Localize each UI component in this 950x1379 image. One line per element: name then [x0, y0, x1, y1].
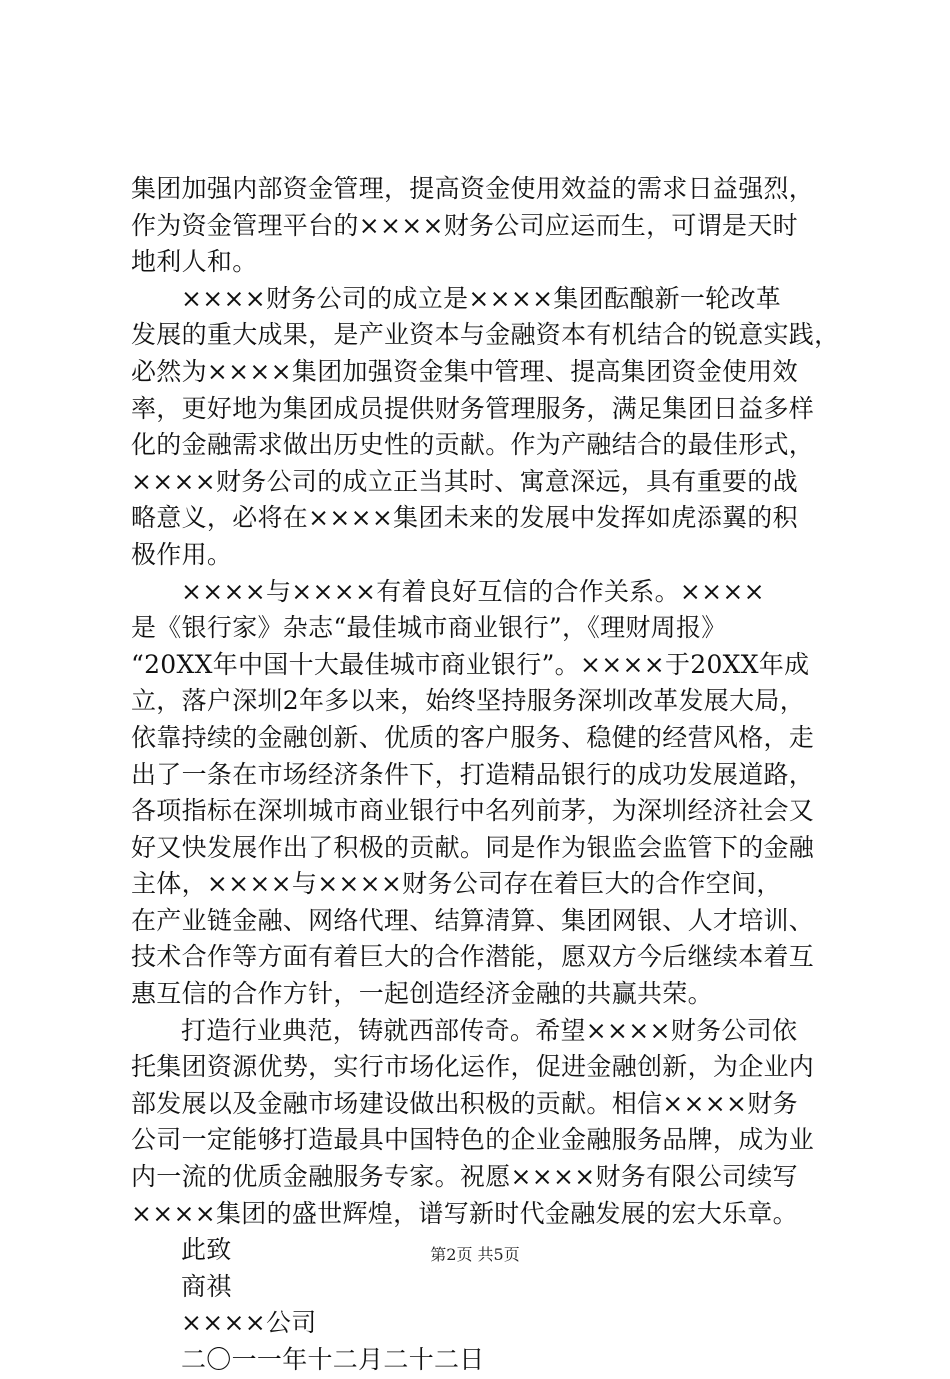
text-line: 地利人和。 — [131, 247, 258, 277]
text-line: 必然为××××集团加强资金集中管理、提高集团资金使用效 — [131, 356, 798, 386]
text-line: ××××财务公司的成立是××××集团酝酿新一轮改革 — [181, 283, 782, 313]
text-line: 立，落户深圳2年多以来，始终坚持服务深圳改革发展大局， — [131, 686, 806, 716]
text-line: 出了一条在市场经济条件下，打造精品银行的成功发展道路， — [131, 759, 815, 789]
text-line: ××××集团的盛世辉煌，谱写新时代金融发展的宏大乐章。 — [131, 1198, 798, 1228]
text-line: 打造行业典范，铸就西部传奇。希望××××财务公司依 — [181, 1015, 798, 1045]
text-line: 二〇一一年十二月二十二日 — [181, 1345, 485, 1374]
text-line: ××××财务公司的成立正当其时、寓意深远，具有重要的战 — [131, 466, 798, 496]
text-line: 惠互信的合作方针，一起创造经济金融的共赢共荣。 — [131, 979, 713, 1009]
document-body — [131, 171, 840, 1379]
text-line: 托集团资源优势，实行市场化运作，促进金融创新，为企业内 — [131, 1052, 815, 1082]
text-line: 化的金融需求做出历史性的贡献。作为产融结合的最佳形式， — [131, 430, 815, 460]
text-line: 商祺 — [181, 1271, 232, 1301]
text-line: ××××公司 — [181, 1308, 317, 1338]
text-line: 是《银行家》杂志“最佳城市商业银行”，《理财周报》 — [131, 613, 727, 643]
text-line: 主体，××××与××××财务公司存在着巨大的合作空间， — [131, 869, 782, 899]
text-line: 极作用。 — [131, 539, 233, 569]
text-line: 此致 — [181, 1235, 232, 1265]
text-line: 各项指标在深圳城市商业银行中名列前茅，为深圳经济社会又 — [131, 796, 815, 826]
text-line: “20XX年中国十大最佳城市商业银行”。××××于20XX年成 — [131, 649, 810, 679]
text-line: 发展的重大成果，是产业资本与金融资本有机结合的锐意实践， — [131, 320, 840, 350]
text-line: 作为资金管理平台的××××财务公司应运而生，可谓是天时 — [131, 210, 798, 240]
text-line: 技术合作等方面有着巨大的合作潜能，愿双方今后继续本着互 — [131, 942, 815, 972]
text-line: 集团加强内部资金管理，提高资金使用效益的需求日益强烈， — [131, 174, 815, 203]
text-line: 内一流的优质金融服务专家。祝愿××××财务有限公司续写 — [131, 1162, 798, 1192]
text-line: 依靠持续的金融创新、优质的客户服务、稳健的经营风格，走 — [131, 722, 815, 752]
text-line: ××××与××××有着良好互信的合作关系。×××× — [181, 576, 765, 606]
page-number-footer: 第2页 共5页 — [430, 1245, 520, 1264]
text-line: 率，更好地为集团成员提供财务管理服务，满足集团日益多样 — [131, 393, 815, 423]
text-line: 在产业链金融、网络代理、结算清算、集团网银、人才培训、 — [131, 905, 815, 935]
text-line: 好又快发展作出了积极的贡献。同是作为银监会监管下的金融 — [131, 832, 815, 862]
text-line: 略意义，必将在××××集团未来的发展中发挥如虎添翼的积 — [131, 503, 798, 533]
text-line: 公司一定能够打造最具中国特色的企业金融服务品牌，成为业 — [131, 1125, 815, 1155]
text-line: 部发展以及金融市场建设做出积极的贡献。相信××××财务 — [131, 1088, 798, 1118]
